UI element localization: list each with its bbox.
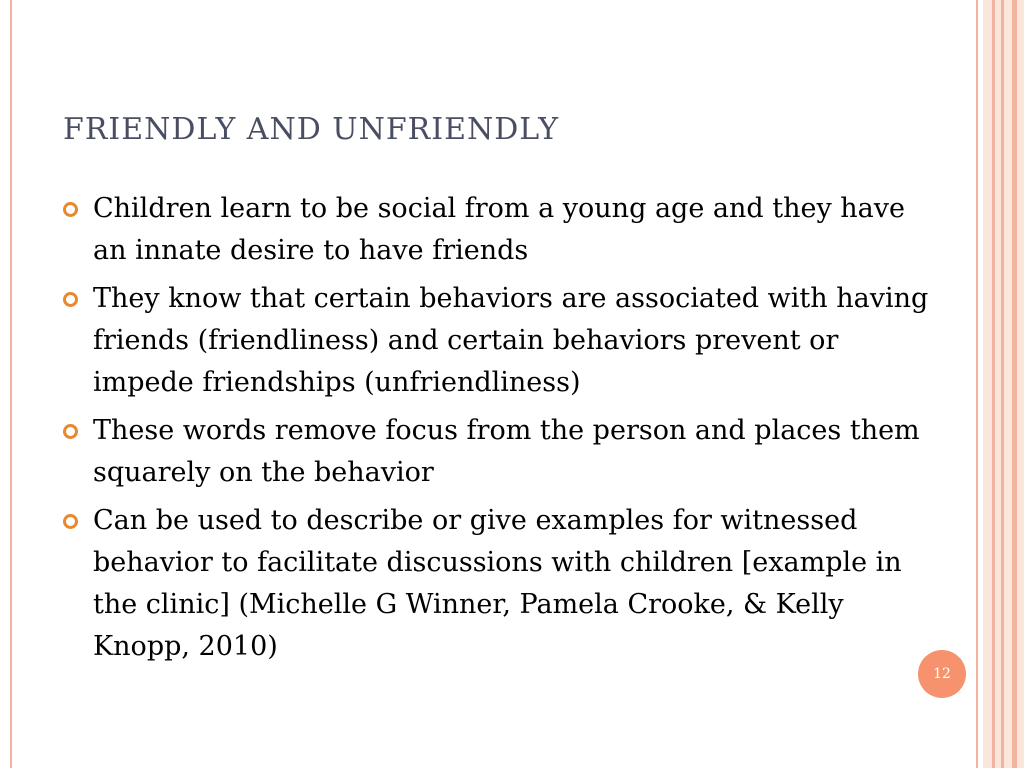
bullet-circle-icon: [63, 514, 78, 529]
page-number-badge: 12: [918, 650, 966, 698]
bullet-item: [63, 500, 943, 668]
bullet-list: [63, 188, 943, 674]
right-frame-stripe: [992, 0, 995, 768]
bullet-item: [63, 278, 943, 404]
left-frame-line: [10, 0, 12, 768]
bullet-item: [63, 188, 943, 272]
right-frame-line: [976, 0, 978, 768]
right-frame-stripe: [1001, 0, 1004, 768]
bullet-circle-icon: [63, 292, 78, 307]
bullet-text: They know that certain behaviors are associated with having friends (friendliness) and certain behaviors prevent or impede friendships (unfriendliness): [93, 283, 929, 398]
bullet-text: Children learn to be social from a young age and they have an innate desire to have friends: [93, 193, 906, 266]
bullet-text: Can be used to describe or give examples for witnessed behavior to facilitate discussions with children [example in the clinic] (Michelle G Winner, Pamela Crooke, & Kelly Knopp, 2010): [93, 505, 902, 662]
bullet-circle-icon: [63, 202, 78, 217]
slide-title: FRIENDLY AND UNFRIENDLY: [63, 112, 560, 147]
bullet-item: [63, 410, 943, 494]
right-frame-stripe: [1012, 0, 1017, 768]
bullet-circle-icon: [63, 424, 78, 439]
bullet-text: These words remove focus from the person and places them squarely on the behavior: [93, 415, 920, 488]
